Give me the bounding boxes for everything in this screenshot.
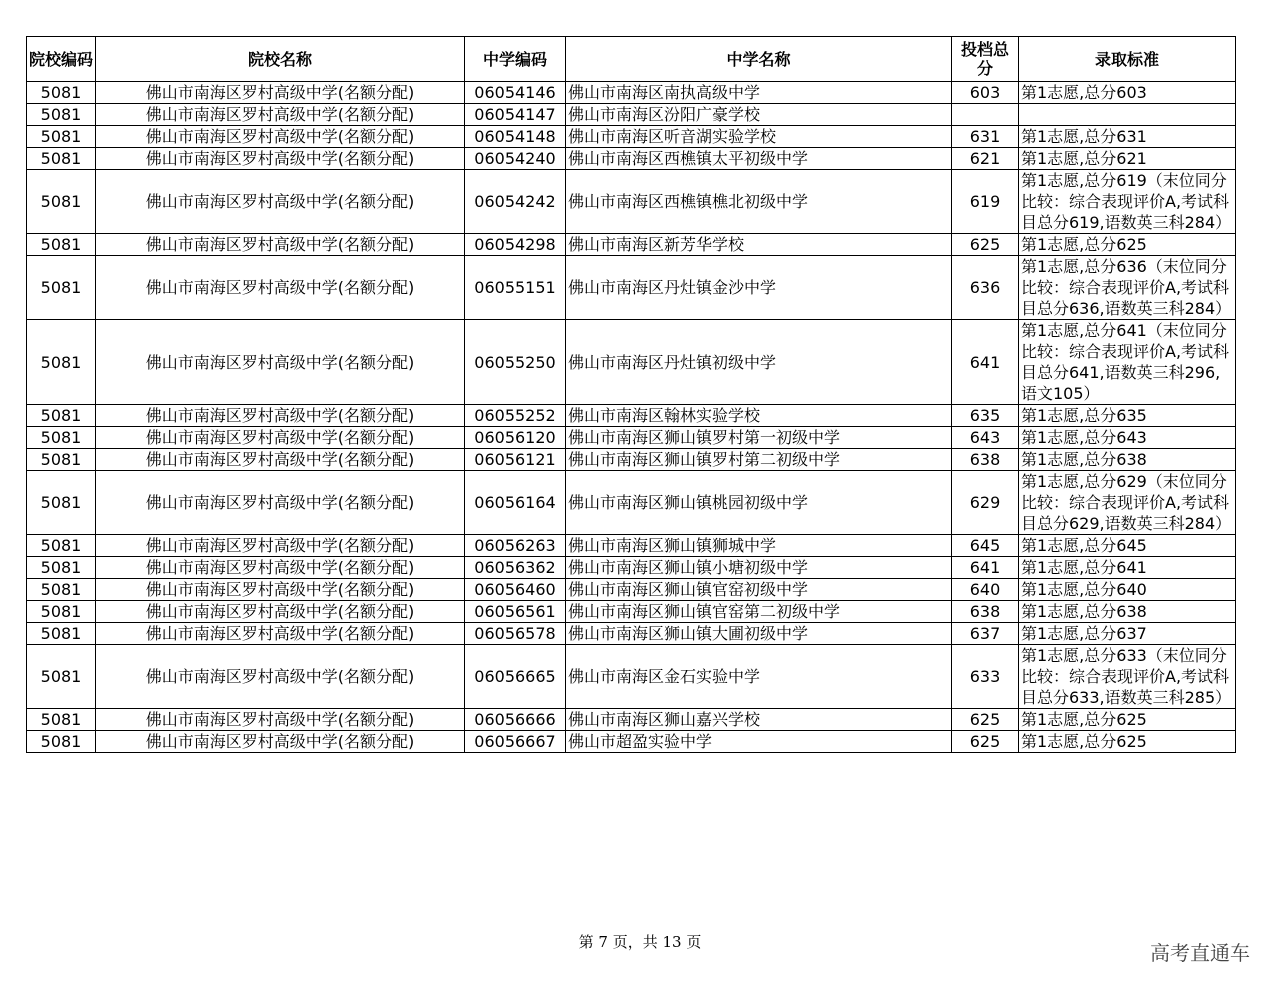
cell-middle-school-code: 06056120 bbox=[465, 427, 566, 449]
cell-middle-school-name: 佛山市南海区狮山镇桃园初级中学 bbox=[566, 471, 952, 535]
table-row bbox=[27, 234, 1236, 256]
cell-admission-standard: 第1志愿,总分625 bbox=[1019, 731, 1236, 753]
cell-school-code: 5081 bbox=[27, 579, 96, 601]
cell-admission-standard: 第1志愿,总分637 bbox=[1019, 623, 1236, 645]
cell-total-score: 635 bbox=[952, 405, 1019, 427]
cell-school-code: 5081 bbox=[27, 82, 96, 104]
cell-admission-standard: 第1志愿,总分629（末位同分比较：综合表现评价A,考试科目总分629,语数英三科284） bbox=[1019, 471, 1236, 535]
table-row bbox=[27, 256, 1236, 320]
cell-total-score: 637 bbox=[952, 623, 1019, 645]
cell-school-code: 5081 bbox=[27, 104, 96, 126]
cell-school-code: 5081 bbox=[27, 148, 96, 170]
cell-middle-school-name: 佛山市南海区狮山镇小塘初级中学 bbox=[566, 557, 952, 579]
table-row bbox=[27, 449, 1236, 471]
cell-middle-school-name: 佛山市南海区狮山镇官窑初级中学 bbox=[566, 579, 952, 601]
table-row bbox=[27, 645, 1236, 709]
header-school-code: 院校编码 bbox=[27, 37, 96, 82]
cell-middle-school-code: 06055250 bbox=[465, 320, 566, 405]
cell-middle-school-code: 06056561 bbox=[465, 601, 566, 623]
cell-middle-school-name: 佛山市南海区狮山镇罗村第二初级中学 bbox=[566, 449, 952, 471]
table-row bbox=[27, 709, 1236, 731]
cell-school-name: 佛山市南海区罗村高级中学(名额分配) bbox=[96, 449, 465, 471]
cell-middle-school-code: 06054146 bbox=[465, 82, 566, 104]
header-school-name: 院校名称 bbox=[96, 37, 465, 82]
cell-total-score: 638 bbox=[952, 449, 1019, 471]
cell-admission-standard: 第1志愿,总分619（末位同分比较：综合表现评价A,考试科目总分619,语数英三科284） bbox=[1019, 170, 1236, 234]
cell-school-name: 佛山市南海区罗村高级中学(名额分配) bbox=[96, 126, 465, 148]
cell-total-score: 641 bbox=[952, 320, 1019, 405]
cell-middle-school-code: 06056667 bbox=[465, 731, 566, 753]
cell-school-name: 佛山市南海区罗村高级中学(名额分配) bbox=[96, 427, 465, 449]
cell-school-name: 佛山市南海区罗村高级中学(名额分配) bbox=[96, 104, 465, 126]
table-row bbox=[27, 623, 1236, 645]
cell-middle-school-name: 佛山市南海区西樵镇太平初级中学 bbox=[566, 148, 952, 170]
header-admission-standard: 录取标准 bbox=[1019, 37, 1236, 82]
cell-total-score: 619 bbox=[952, 170, 1019, 234]
cell-middle-school-code: 06056665 bbox=[465, 645, 566, 709]
cell-school-name: 佛山市南海区罗村高级中学(名额分配) bbox=[96, 471, 465, 535]
cell-middle-school-code: 06054298 bbox=[465, 234, 566, 256]
table-row bbox=[27, 731, 1236, 753]
cell-admission-standard: 第1志愿,总分635 bbox=[1019, 405, 1236, 427]
cell-middle-school-code: 06056121 bbox=[465, 449, 566, 471]
cell-admission-standard: 第1志愿,总分636（末位同分比较：综合表现评价A,考试科目总分636,语数英三科284） bbox=[1019, 256, 1236, 320]
cell-school-code: 5081 bbox=[27, 320, 96, 405]
cell-school-name: 佛山市南海区罗村高级中学(名额分配) bbox=[96, 709, 465, 731]
cell-school-name: 佛山市南海区罗村高级中学(名额分配) bbox=[96, 535, 465, 557]
table-row bbox=[27, 82, 1236, 104]
cell-admission-standard: 第1志愿,总分625 bbox=[1019, 709, 1236, 731]
cell-school-name: 佛山市南海区罗村高级中学(名额分配) bbox=[96, 170, 465, 234]
table-row bbox=[27, 126, 1236, 148]
table-row bbox=[27, 148, 1236, 170]
cell-school-code: 5081 bbox=[27, 557, 96, 579]
cell-school-code: 5081 bbox=[27, 709, 96, 731]
cell-total-score: 629 bbox=[952, 471, 1019, 535]
cell-middle-school-name: 佛山市南海区西樵镇樵北初级中学 bbox=[566, 170, 952, 234]
cell-middle-school-name: 佛山市南海区新芳华学校 bbox=[566, 234, 952, 256]
table-row bbox=[27, 427, 1236, 449]
cell-total-score bbox=[952, 104, 1019, 126]
cell-admission-standard: 第1志愿,总分640 bbox=[1019, 579, 1236, 601]
cell-school-name: 佛山市南海区罗村高级中学(名额分配) bbox=[96, 645, 465, 709]
cell-middle-school-code: 06055151 bbox=[465, 256, 566, 320]
cell-school-code: 5081 bbox=[27, 601, 96, 623]
cell-school-name: 佛山市南海区罗村高级中学(名额分配) bbox=[96, 234, 465, 256]
cell-admission-standard: 第1志愿,总分638 bbox=[1019, 601, 1236, 623]
cell-school-code: 5081 bbox=[27, 126, 96, 148]
cell-school-code: 5081 bbox=[27, 471, 96, 535]
cell-middle-school-name: 佛山市南海区金石实验中学 bbox=[566, 645, 952, 709]
cell-total-score: 641 bbox=[952, 557, 1019, 579]
table-header-row bbox=[27, 37, 1236, 82]
page-footer: 第 7 页，共 13 页 bbox=[578, 933, 702, 951]
cell-total-score: 603 bbox=[952, 82, 1019, 104]
cell-school-name: 佛山市南海区罗村高级中学(名额分配) bbox=[96, 623, 465, 645]
header-total-score: 投档总分 bbox=[952, 37, 1019, 82]
cell-middle-school-code: 06054242 bbox=[465, 170, 566, 234]
table-row bbox=[27, 471, 1236, 535]
cell-total-score: 625 bbox=[952, 709, 1019, 731]
header-middle-school-name: 中学名称 bbox=[566, 37, 952, 82]
cell-total-score: 631 bbox=[952, 126, 1019, 148]
cell-school-code: 5081 bbox=[27, 170, 96, 234]
cell-school-name: 佛山市南海区罗村高级中学(名额分配) bbox=[96, 579, 465, 601]
cell-total-score: 621 bbox=[952, 148, 1019, 170]
cell-total-score: 625 bbox=[952, 731, 1019, 753]
watermark: 高考直通车 bbox=[1150, 941, 1250, 965]
cell-total-score: 640 bbox=[952, 579, 1019, 601]
cell-middle-school-code: 06056263 bbox=[465, 535, 566, 557]
cell-admission-standard: 第1志愿,总分645 bbox=[1019, 535, 1236, 557]
cell-middle-school-name: 佛山市南海区丹灶镇初级中学 bbox=[566, 320, 952, 405]
cell-middle-school-name: 佛山市南海区丹灶镇金沙中学 bbox=[566, 256, 952, 320]
table-row bbox=[27, 104, 1236, 126]
cell-middle-school-code: 06056164 bbox=[465, 471, 566, 535]
cell-middle-school-name: 佛山市南海区狮山镇官窑第二初级中学 bbox=[566, 601, 952, 623]
header-middle-school-code: 中学编码 bbox=[465, 37, 566, 82]
cell-admission-standard: 第1志愿,总分641 bbox=[1019, 557, 1236, 579]
cell-middle-school-code: 06054240 bbox=[465, 148, 566, 170]
cell-school-name: 佛山市南海区罗村高级中学(名额分配) bbox=[96, 82, 465, 104]
table-row bbox=[27, 601, 1236, 623]
cell-admission-standard: 第1志愿,总分625 bbox=[1019, 234, 1236, 256]
cell-middle-school-code: 06056460 bbox=[465, 579, 566, 601]
cell-school-code: 5081 bbox=[27, 535, 96, 557]
table-row bbox=[27, 170, 1236, 234]
cell-total-score: 643 bbox=[952, 427, 1019, 449]
cell-middle-school-code: 06055252 bbox=[465, 405, 566, 427]
cell-school-name: 佛山市南海区罗村高级中学(名额分配) bbox=[96, 731, 465, 753]
cell-middle-school-name: 佛山市南海区狮山镇罗村第一初级中学 bbox=[566, 427, 952, 449]
cell-admission-standard: 第1志愿,总分643 bbox=[1019, 427, 1236, 449]
table-row bbox=[27, 579, 1236, 601]
cell-school-name: 佛山市南海区罗村高级中学(名额分配) bbox=[96, 320, 465, 405]
cell-middle-school-code: 06054147 bbox=[465, 104, 566, 126]
cell-school-code: 5081 bbox=[27, 405, 96, 427]
admission-table bbox=[26, 36, 1236, 753]
cell-admission-standard: 第1志愿,总分633（末位同分比较：综合表现评价A,考试科目总分633,语数英三科285） bbox=[1019, 645, 1236, 709]
cell-middle-school-name: 佛山市超盈实验中学 bbox=[566, 731, 952, 753]
table-row bbox=[27, 405, 1236, 427]
cell-middle-school-code: 06056362 bbox=[465, 557, 566, 579]
cell-middle-school-code: 06054148 bbox=[465, 126, 566, 148]
cell-total-score: 636 bbox=[952, 256, 1019, 320]
cell-total-score: 625 bbox=[952, 234, 1019, 256]
cell-admission-standard: 第1志愿,总分603 bbox=[1019, 82, 1236, 104]
table-row bbox=[27, 320, 1236, 405]
cell-school-name: 佛山市南海区罗村高级中学(名额分配) bbox=[96, 148, 465, 170]
cell-school-code: 5081 bbox=[27, 256, 96, 320]
cell-total-score: 645 bbox=[952, 535, 1019, 557]
table-row bbox=[27, 535, 1236, 557]
cell-middle-school-name: 佛山市南海区翰林实验学校 bbox=[566, 405, 952, 427]
cell-admission-standard: 第1志愿,总分631 bbox=[1019, 126, 1236, 148]
cell-school-name: 佛山市南海区罗村高级中学(名额分配) bbox=[96, 256, 465, 320]
cell-school-name: 佛山市南海区罗村高级中学(名额分配) bbox=[96, 405, 465, 427]
cell-school-code: 5081 bbox=[27, 449, 96, 471]
cell-admission-standard: 第1志愿,总分621 bbox=[1019, 148, 1236, 170]
cell-middle-school-name: 佛山市南海区狮山镇大圃初级中学 bbox=[566, 623, 952, 645]
cell-middle-school-name: 佛山市南海区听音湖实验学校 bbox=[566, 126, 952, 148]
cell-admission-standard: 第1志愿,总分641（末位同分比较：综合表现评价A,考试科目总分641,语数英三科296,语文105） bbox=[1019, 320, 1236, 405]
cell-school-code: 5081 bbox=[27, 623, 96, 645]
cell-school-code: 5081 bbox=[27, 731, 96, 753]
cell-middle-school-name: 佛山市南海区汾阳广豪学校 bbox=[566, 104, 952, 126]
cell-admission-standard bbox=[1019, 104, 1236, 126]
cell-total-score: 633 bbox=[952, 645, 1019, 709]
cell-middle-school-name: 佛山市南海区狮山嘉兴学校 bbox=[566, 709, 952, 731]
cell-middle-school-name: 佛山市南海区南执高级中学 bbox=[566, 82, 952, 104]
cell-school-code: 5081 bbox=[27, 645, 96, 709]
cell-middle-school-name: 佛山市南海区狮山镇狮城中学 bbox=[566, 535, 952, 557]
cell-school-name: 佛山市南海区罗村高级中学(名额分配) bbox=[96, 557, 465, 579]
cell-school-name: 佛山市南海区罗村高级中学(名额分配) bbox=[96, 601, 465, 623]
cell-total-score: 638 bbox=[952, 601, 1019, 623]
cell-middle-school-code: 06056578 bbox=[465, 623, 566, 645]
table-row bbox=[27, 557, 1236, 579]
cell-middle-school-code: 06056666 bbox=[465, 709, 566, 731]
cell-school-code: 5081 bbox=[27, 427, 96, 449]
cell-school-code: 5081 bbox=[27, 234, 96, 256]
cell-admission-standard: 第1志愿,总分638 bbox=[1019, 449, 1236, 471]
